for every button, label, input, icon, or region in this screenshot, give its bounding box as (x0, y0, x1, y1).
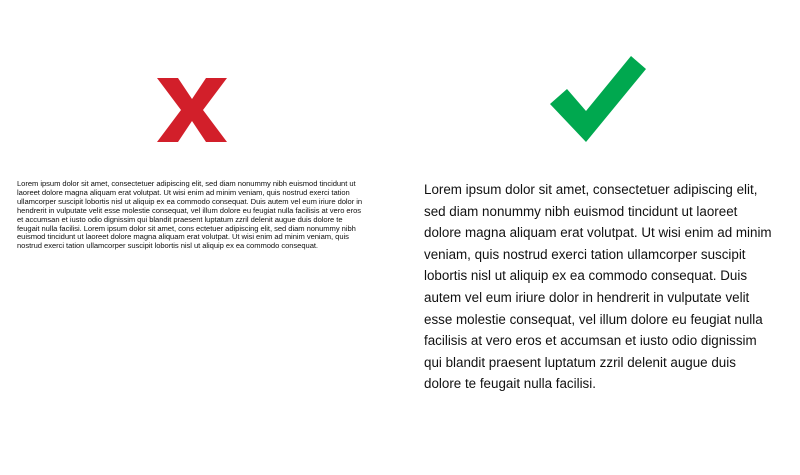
large-readable-paragraph: Lorem ipsum dolor sit amet, consectetuer adipiscing elit, sed diam nonummy nibh euismod tincidunt ut laoreet dolore magna aliquam erat volutpat. Ut wisi enim ad minim veniam, quis nostrud exerci tation ullamcorper suscipit lobortis nisl ut aliquip ex ea commodo consequat. Duis autem vel eum iriure dolor in hendrerit in vulputate velit esse molestie consequat, vel illum dolore eu feugiat nulla facilisis at vero eros et accumsan et iusto odio dignissim qui blandit praesent luptatum zzril delenit augue duis dolore te feugait nulla facilisi. (424, 182, 772, 392)
small-dense-paragraph: Lorem ipsum dolor sit amet, consectetuer adipiscing elit, sed diam nonummy nibh euismod tincidunt ut laoreet dolore magna aliquam erat volutpat. Ut wisi enim ad minim veniam, quis nostrud exerci tation ullamcorper suscipit lobortis nisl ut aliquip ex ea commodo consequat. Duis autem vel eum iriure dolor in hendrerit in vulputate velit esse molestie consequat, vel illum dolore eu feugiat nulla facilisis at vero eros et accumsan et iusto odio dignissim qui blandit praesent luptatum zzril delenit augue duis dolore te feugait nulla facilisi. Lorem ipsum dolor sit amet, cons ectetuer adipiscing elit, sed diam nonummy nibh euismod tincidunt ut laoreet dolore magna aliquam erat volutpat. Ut wisi enim ad minim veniam, quis nostrud exerci tation ullamcorper suscipit lobortis nisl ut aliquip ex ea commodo consequat. (17, 179, 363, 251)
checkmark-shape (550, 56, 646, 142)
green-checkmark-icon (550, 56, 646, 142)
red-cross-icon (157, 78, 227, 142)
good-example-panel (400, 0, 800, 475)
cross-shape (157, 78, 227, 142)
